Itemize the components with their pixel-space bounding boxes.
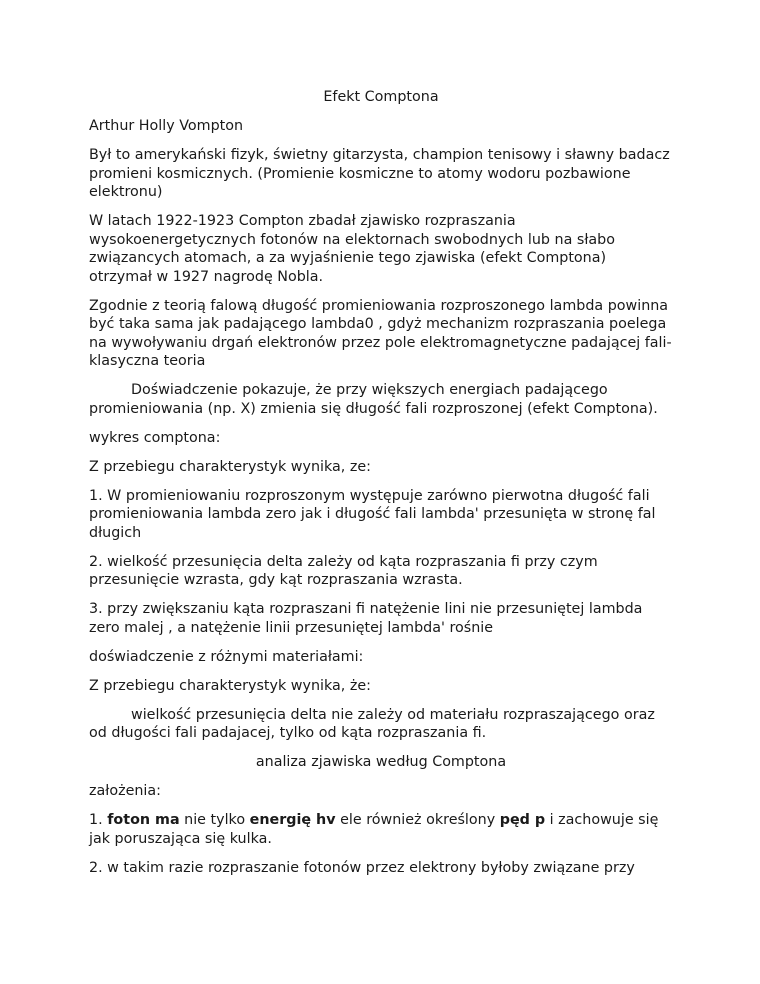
- bio-paragraph: Był to amerykański fizyk, świetny gitarzysta, champion tenisowy i sławny badacz promieni kosmicznych. (Promienie kosmiczne to atomy wodoru pozbawione elektronu): [89, 147, 670, 200]
- author-line: Arthur Holly Vompton: [89, 118, 244, 134]
- conclusion-intro: Z przebiegu charakterystyk wynika, ze:: [89, 458, 371, 475]
- conclusion-intro-2: Z przebiegu charakterystyk wynika, że:: [89, 677, 371, 694]
- assumption-1-bold-energy: energię hv: [249, 812, 336, 828]
- materials-conclusion: wielkość przesunięcia delta nie zależy od materiału rozpraszającego oraz od długości fali padajacej, tylko od kąta rozpraszania fi.: [89, 706, 655, 741]
- assumption-1-text-c: i zachowuje się jak poruszająca się kulka.: [89, 812, 659, 847]
- assumptions-label: założenia:: [89, 783, 161, 799]
- document-title: Efekt Comptona: [323, 89, 439, 105]
- graph-label: wykres comptona:: [89, 429, 221, 446]
- assumption-1-bold-momentum: pęd p: [499, 812, 546, 828]
- analysis-heading: analiza zjawiska według Comptona: [255, 754, 507, 770]
- history-paragraph: W latach 1922-1923 Compton zbadał zjawisko rozpraszania wysokoenergetycznych fotonów na elektornach swobodnych lub na słabo związancych atomach, a za wyjaśnienie tego zjawiska (efekt Comptona) otrzymał w 1927 nagrodę Nobla.: [89, 213, 615, 285]
- experiment-paragraph: Doświadczenie pokazuje, że przy większych energiach padającego promieniowania (np. X) zmienia się długość fali rozproszonej (efekt Comptona).: [89, 382, 658, 417]
- document-body: [89, 88, 673, 888]
- assumption-1-text-b: ele również określony: [335, 812, 500, 828]
- conclusion-point-3: 3. przy zwiększaniu kąta rozpraszani fi natężenie lini nie przesuniętej lambda zero malej , a natężenie linii przesuniętej lambda' rośnie: [89, 601, 643, 636]
- assumption-1-text-a: nie tylko: [179, 812, 250, 828]
- assumption-2: 2. w takim razie rozpraszanie fotonów przez elektrony byłoby związane przy: [89, 859, 635, 876]
- assumption-1: [89, 811, 673, 848]
- conclusion-point-2: 2. wielkość przesunięcia delta zależy od kąta rozpraszania fi przy czym przesunięcie wzrasta, gdy kąt rozpraszania wzrasta.: [89, 553, 598, 588]
- classical-theory-paragraph: Zgodnie z teorią falową długość promieniowania rozproszonego lambda powinna być taka sama jak padającego lambda0 , gdyż mechanizm rozpraszania poelega na wywoływaniu drgań elektronów przez pole elektromagnetyczne padającej fali- klasyczna teoria: [89, 297, 672, 369]
- materials-label: doświadczenie z różnymi materiałami:: [89, 648, 364, 665]
- assumption-1-bold-photon: foton ma: [107, 812, 180, 828]
- conclusion-point-1: 1. W promieniowaniu rozproszonym występuje zarówno pierwotna długość fali promieniowania lambda zero jak i długość fali lambda' przesunięta w stronę fal długich: [89, 487, 656, 541]
- assumption-1-number: 1.: [89, 812, 108, 828]
